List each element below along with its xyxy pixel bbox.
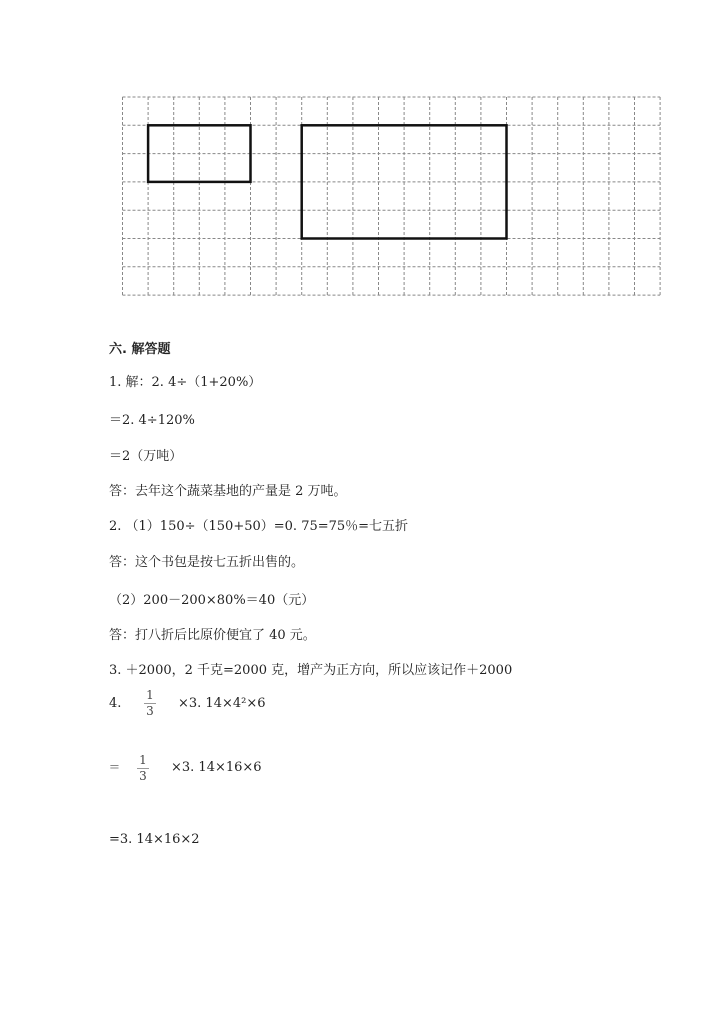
answer-line: 答：打八折后比原价便宜了 40 元。 <box>109 628 316 643</box>
q4-equals: = <box>109 760 120 775</box>
fraction-numerator: 1 <box>146 688 154 702</box>
answer-line: （2）200－200×80%＝40（元） <box>109 593 315 608</box>
fraction <box>137 754 149 783</box>
fraction-denominator: 3 <box>146 704 154 718</box>
q4-line1: ×3. 14×4²×6 <box>178 696 266 711</box>
q4-label: 4. <box>109 696 122 711</box>
answer-line: ＝2. 4÷120% <box>109 413 195 428</box>
answer-line: 答：去年这个蔬菜基地的产量是 2 万吨。 <box>109 484 347 499</box>
answer-line: 答：这个书包是按七五折出售的。 <box>109 555 305 570</box>
section-title: 六. 解答题 <box>109 342 171 357</box>
answer-line: 2. （1）150÷（150+50）=0. 75=75％=七五折 <box>109 519 409 534</box>
fraction-denominator: 3 <box>139 769 147 783</box>
q4-line2: ×3. 14×16×6 <box>171 760 262 775</box>
answer-line: 3. ＋2000，2 千克=2000 克，增产为正方向，所以应该记作＋2000 <box>109 663 513 678</box>
q4-line3: =3. 14×16×2 <box>109 832 200 847</box>
grid-figure <box>0 0 720 320</box>
fraction-numerator: 1 <box>139 753 147 767</box>
fraction <box>144 689 156 718</box>
answer-line: ＝2（万吨） <box>109 449 183 464</box>
answer-line: 1. 解：2. 4÷（1+20%） <box>109 375 262 390</box>
